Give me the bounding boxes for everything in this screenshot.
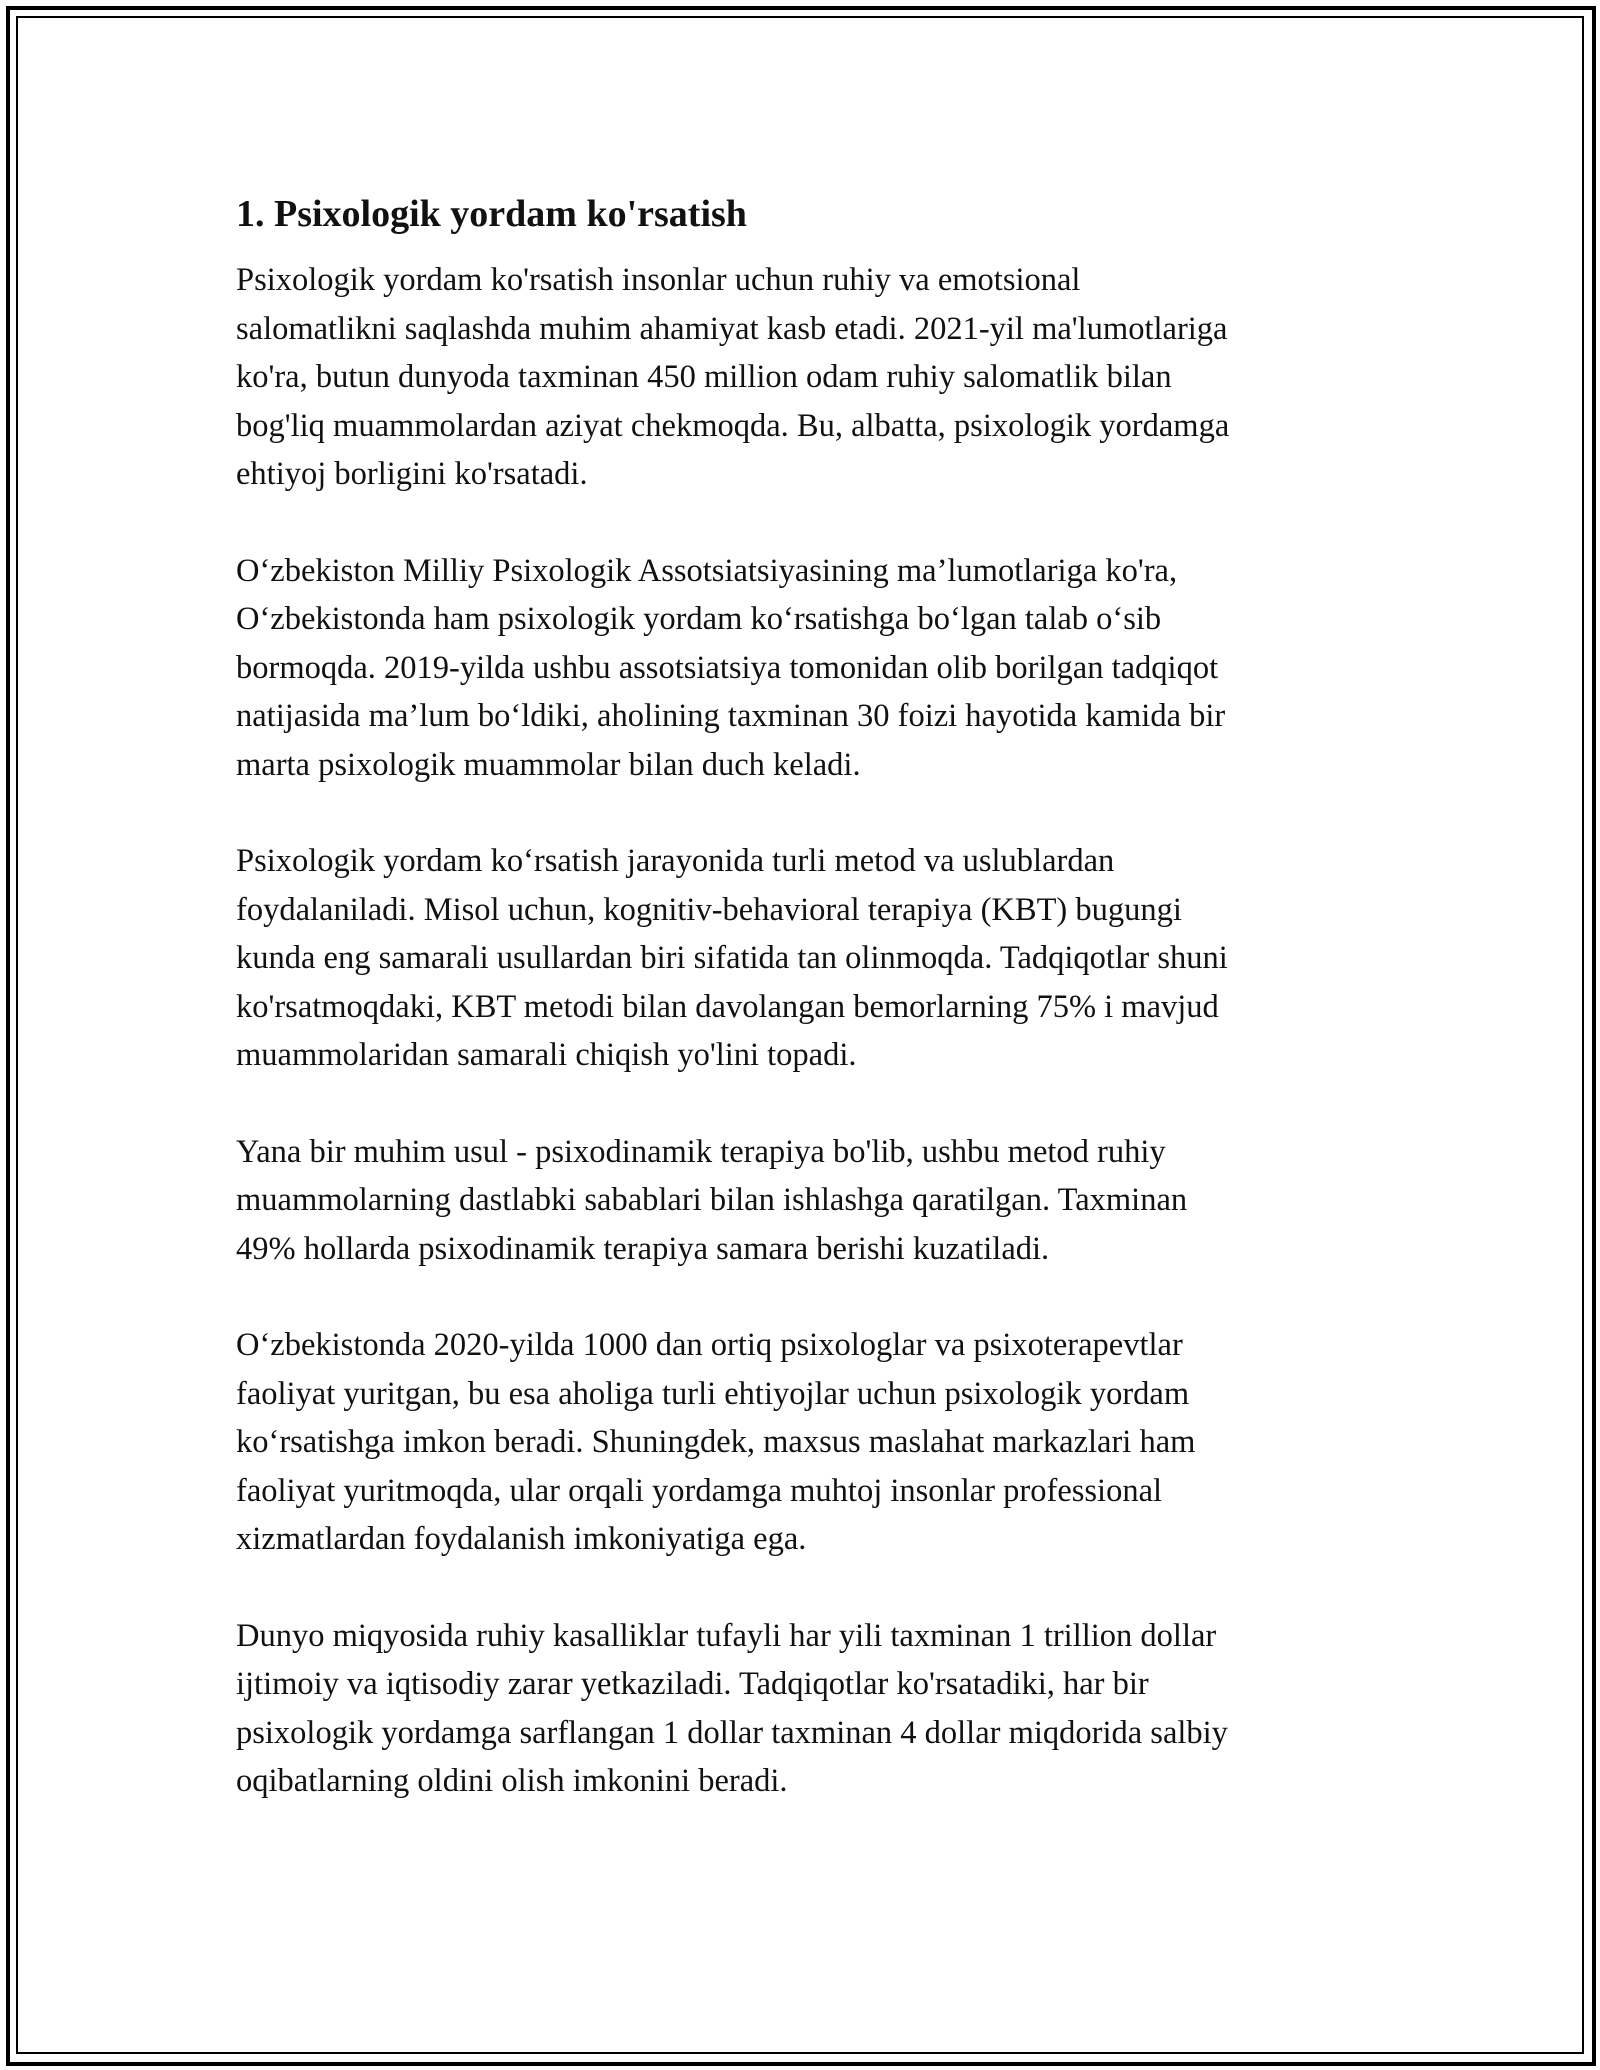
paragraph-line: ehtiyoj borligini ko'rsatadi. bbox=[236, 456, 588, 492]
paragraph-line: psixologik yordamga sarflangan 1 dollar taxminan 4 dollar miqdorida salbiy bbox=[236, 1714, 1228, 1751]
paragraph-line: faoliyat yuritgan, bu esa aholiga turli ehtiyojlar uchun psixologik yordam bbox=[236, 1375, 1190, 1412]
paragraph-line: muammolarning dastlabki sabablari bilan ishlashga qaratilgan. Taxminan bbox=[236, 1182, 1188, 1218]
paragraph-line: marta psixologik muammolar bilan duch keladi. bbox=[236, 746, 861, 783]
paragraph-line: muammolaridan samarali chiqish yo'lini topadi. bbox=[236, 1037, 857, 1073]
paragraph bbox=[236, 837, 1366, 1080]
paragraph-line: ijtimoiy va iqtisodiy zarar yetkaziladi. Tadqiqotlar ko'rsatadiki, har bir bbox=[236, 1666, 1149, 1702]
paragraph-line: O‘zbekistonda 2020-yilda 1000 dan ortiq psixologlar va psixoterapevtlar bbox=[236, 1327, 1183, 1363]
paragraph-line: natijasida ma’lum bo‘ldiki, aholining taxminan 30 foizi hayotida kamida bir bbox=[236, 698, 1226, 734]
paragraph-line: Yana bir muhim usul - psixodinamik terapiya bo'lib, ushbu metod ruhiy bbox=[236, 1133, 1166, 1170]
document-body bbox=[236, 186, 1366, 1854]
paragraph-line: bormoqda. 2019-yilda ushbu assotsiatsiya tomonidan olib borilgan tadqiqot bbox=[236, 649, 1219, 686]
paragraph-line: kunda eng samarali usullardan biri sifatida tan olinmoqda. Tadqiqotlar shuni bbox=[236, 940, 1228, 976]
paragraph bbox=[236, 1128, 1366, 1274]
paragraph-line: ko'rsatmoqdaki, KBT metodi bilan davolangan bemorlarning 75% i mavjud bbox=[236, 988, 1219, 1025]
section-heading: 1. Psixologik yordam ko'rsatish bbox=[236, 193, 747, 235]
paragraph-line: Dunyo miqyosida ruhiy kasalliklar tufayli har yili taxminan 1 trillion dollar bbox=[236, 1617, 1217, 1654]
paragraph-line: ko'ra, butun dunyoda taxminan 450 million odam ruhiy salomatlik bilan bbox=[236, 359, 1172, 395]
paragraph-line: Psixologik yordam ko'rsatish insonlar uchun ruhiy va emotsional bbox=[236, 262, 1081, 298]
paragraph-line: xizmatlardan foydalanish imkoniyatiga ega. bbox=[236, 1521, 807, 1557]
paragraph bbox=[236, 256, 1366, 499]
paragraph bbox=[236, 547, 1366, 790]
paragraph-line: oqibatlarning oldini olish imkonini beradi. bbox=[236, 1763, 788, 1799]
paragraph-line: 49% hollarda psixodinamik terapiya samara berishi kuzatiladi. bbox=[236, 1230, 1050, 1267]
paragraph-line: salomatlikni saqlashda muhim ahamiyat kasb etadi. 2021-yil ma'lumotlariga bbox=[236, 310, 1228, 347]
paragraph-line: O‘zbekiston Milliy Psixologik Assotsiatsiyasining ma’lumotlariga ko'ra, bbox=[236, 552, 1178, 589]
paragraph-line: faoliyat yuritmoqda, ular orqali yordamga muhtoj insonlar professional bbox=[236, 1472, 1163, 1509]
paragraph bbox=[236, 1612, 1366, 1806]
paragraph-line: ko‘rsatishga imkon beradi. Shuningdek, maxsus maslahat markazlari ham bbox=[236, 1424, 1196, 1460]
paragraph-line: foydalaniladi. Misol uchun, kognitiv-behavioral terapiya (KBT) bugungi bbox=[236, 891, 1182, 928]
paragraph-line: O‘zbekistonda ham psixologik yordam ko‘rsatishga bo‘lgan talab o‘sib bbox=[236, 601, 1162, 637]
paragraph-line: bog'liq muammolardan aziyat chekmoqda. Bu, albatta, psixologik yordamga bbox=[236, 407, 1230, 444]
paragraph-line: Psixologik yordam ko‘rsatish jarayonida turli metod va uslublardan bbox=[236, 843, 1115, 879]
paragraph bbox=[236, 1321, 1366, 1564]
